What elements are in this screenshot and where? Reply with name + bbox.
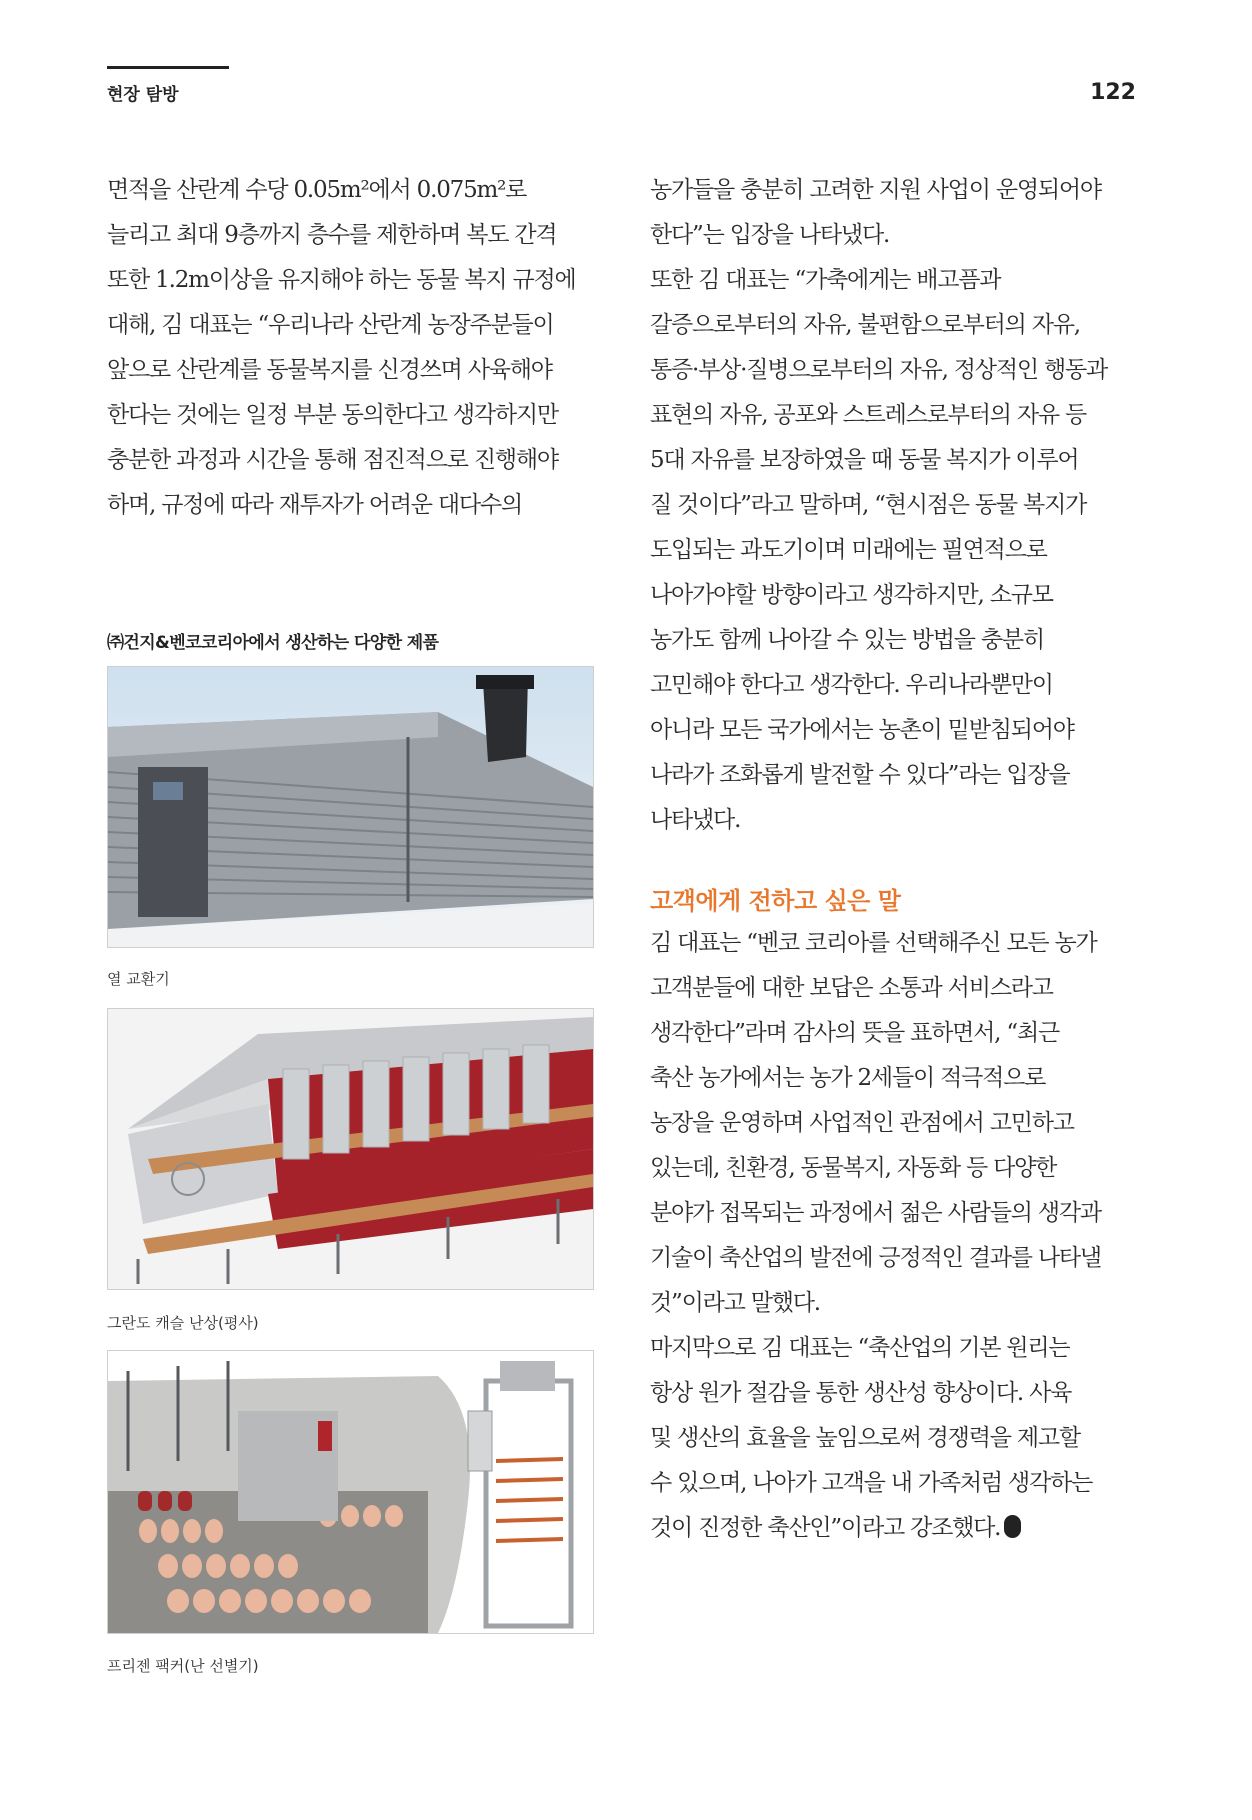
prinzen-packer-photo: [107, 1350, 594, 1634]
text-line: 한다는 것에는 일정 부분 동의한다고 생각하지만: [107, 402, 558, 428]
text-line: 통증·부상·질병으로부터의 자유, 정상적인 행동과: [650, 357, 1108, 383]
text-line: 항상 원가 절감을 통한 생산성 향상이다. 사육: [650, 1380, 1072, 1406]
text-line: 하며, 규정에 따라 재투자가 어려운 대다수의: [107, 492, 522, 518]
header-rule: [107, 66, 229, 69]
text-line: 도입되는 과도기이며 미래에는 필연적으로: [650, 537, 1047, 563]
left-column-text: [107, 168, 597, 528]
text-line: 농가들을 충분히 고려한 지원 사업이 운영되어야: [650, 177, 1101, 203]
text-line: 있는데, 친환경, 동물복지, 자동화 등 다양한: [650, 1155, 1057, 1181]
figure-caption: 프리젠 팩커(난 선별기): [107, 1657, 259, 1675]
text-line: 면적을 산란계 수당 0.05m²에서 0.075m²로: [107, 177, 527, 203]
text-line: 5대 자유를 보장하였을 때 동물 복지가 이루어: [650, 447, 1079, 473]
section-heading: 고객에게 전하고 싶은 말: [650, 887, 901, 915]
text-line: 및 생산의 효율을 높임으로써 경쟁력을 제고할: [650, 1425, 1080, 1451]
text-line-content: 것이 진정한 축산인”이라고 강조했다.: [650, 1515, 1001, 1541]
text-line: 것”이라고 말했다.: [650, 1290, 820, 1316]
text-line: 분야가 접목되는 과정에서 젊은 사람들의 생각과: [650, 1200, 1101, 1226]
figure-title: ㈜건지&벤코코리아에서 생산하는 다양한 제품: [107, 633, 439, 653]
text-line: 대해, 김 대표는 “우리나라 산란계 농장주분들이: [107, 312, 554, 338]
text-line: [650, 1506, 1140, 1551]
text-line: 늘리고 최대 9층까지 층수를 제한하며 복도 간격: [107, 222, 557, 248]
text-line: 질 것이다”라고 말하며, “현시점은 동물 복지가: [650, 492, 1087, 518]
text-line: 나아가야할 방향이라고 생각하지만, 소규모: [650, 582, 1053, 608]
text-line: 고객분들에 대한 보답은 소통과 서비스라고: [650, 975, 1053, 1001]
text-line: 또한 1.2m이상을 유지해야 하는 동물 복지 규정에: [107, 267, 576, 293]
text-line: 김 대표는 “벤코 코리아를 선택해주신 모든 농가: [650, 930, 1097, 956]
section-label: 현장 탐방: [107, 85, 179, 105]
end-mark-icon: [1004, 1515, 1021, 1538]
figure-caption: 그란도 캐슬 난상(평사): [107, 1314, 259, 1332]
text-line: 기술이 축산업의 발전에 긍정적인 결과를 나타낼: [650, 1245, 1101, 1271]
text-line: 마지막으로 김 대표는 “축산업의 기본 원리는: [650, 1335, 1070, 1361]
text-line: 아니라 모든 국가에서는 농촌이 밑받침되어야: [650, 717, 1074, 743]
text-line: 한다”는 입장을 나타냈다.: [650, 222, 890, 248]
text-line: 생각한다”라며 감사의 뜻을 표하면서, “최근: [650, 1020, 1059, 1046]
text-line: 앞으로 산란계를 동물복지를 신경쓰며 사육해야: [107, 357, 552, 383]
text-line: 농장을 운영하며 사업적인 관점에서 고민하고: [650, 1110, 1074, 1136]
text-line: 표현의 자유, 공포와 스트레스로부터의 자유 등: [650, 402, 1087, 428]
text-line: 고민해야 한다고 생각한다. 우리나라뿐만이: [650, 672, 1053, 698]
text-line: 수 있으며, 나아가 고객을 내 가족처럼 생각하는: [650, 1470, 1093, 1496]
figure-caption: 열 교환기: [107, 970, 170, 988]
heat-exchanger-photo: [107, 666, 594, 948]
text-line: 충분한 과정과 시간을 통해 점진적으로 진행해야: [107, 447, 558, 473]
text-line: 농가도 함께 나아갈 수 있는 방법을 충분히: [650, 627, 1044, 653]
page-number: 122: [1090, 80, 1136, 105]
grando-castle-photo: [107, 1008, 594, 1290]
right-column-text: [650, 168, 1140, 1551]
text-line: 또한 김 대표는 “가축에게는 배고픔과: [650, 267, 1001, 293]
text-line: 축산 농가에서는 농가 2세들이 적극적으로: [650, 1065, 1046, 1091]
text-line: 나타냈다.: [650, 807, 741, 833]
text-line: 나라가 조화롭게 발전할 수 있다”라는 입장을: [650, 762, 1070, 788]
text-line: 갈증으로부터의 자유, 불편함으로부터의 자유,: [650, 312, 1080, 338]
